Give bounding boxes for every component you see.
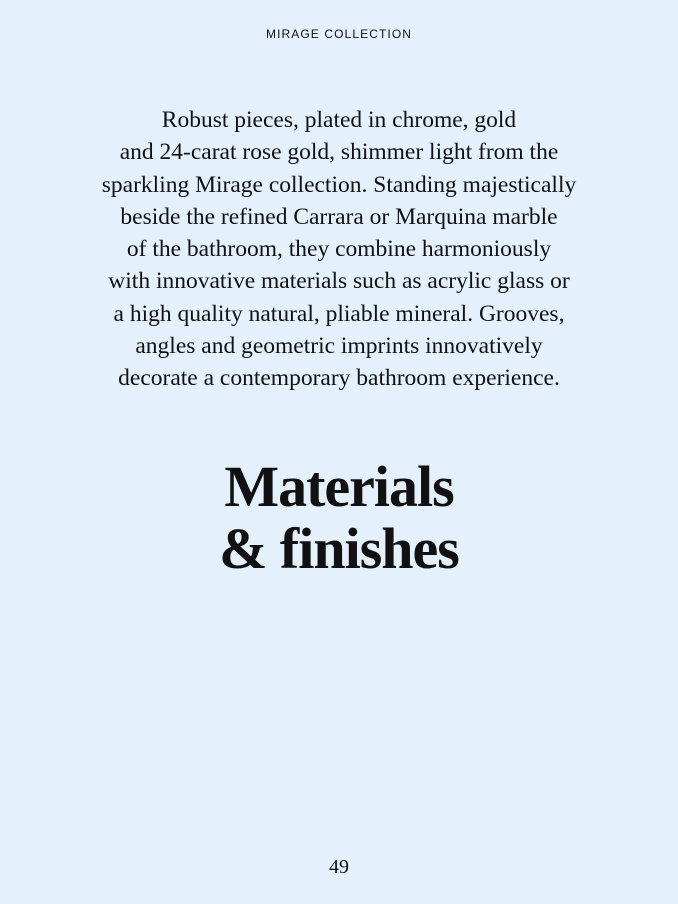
intro-line: Robust pieces, plated in chrome, gold xyxy=(161,107,517,133)
section-heading-line1: Materials xyxy=(224,454,454,519)
intro-line: beside the refined Carrara or Marquina marble xyxy=(120,203,558,230)
page-number: 49 xyxy=(329,856,349,878)
intro-line: of the bathroom, they combine harmoniously xyxy=(126,236,552,263)
intro-line: decorate a contemporary bathroom experience. xyxy=(118,365,560,392)
section-heading-line2: & finishes xyxy=(219,516,459,581)
section-heading xyxy=(0,456,678,580)
intro-line: a high quality natural, pliable mineral. Grooves, xyxy=(113,300,565,327)
intro-paragraph xyxy=(50,104,628,395)
intro-line: with innovative materials such as acrylic glass or xyxy=(108,268,570,295)
intro-line: angles and geometric imprints innovatively xyxy=(135,333,543,360)
collection-label: MIRAGE COLLECTION xyxy=(265,27,413,41)
intro-line: and 24-carat rose gold, shimmer light from the xyxy=(119,139,559,166)
intro-line: sparkling Mirage collection. Standing majestically xyxy=(101,171,577,198)
